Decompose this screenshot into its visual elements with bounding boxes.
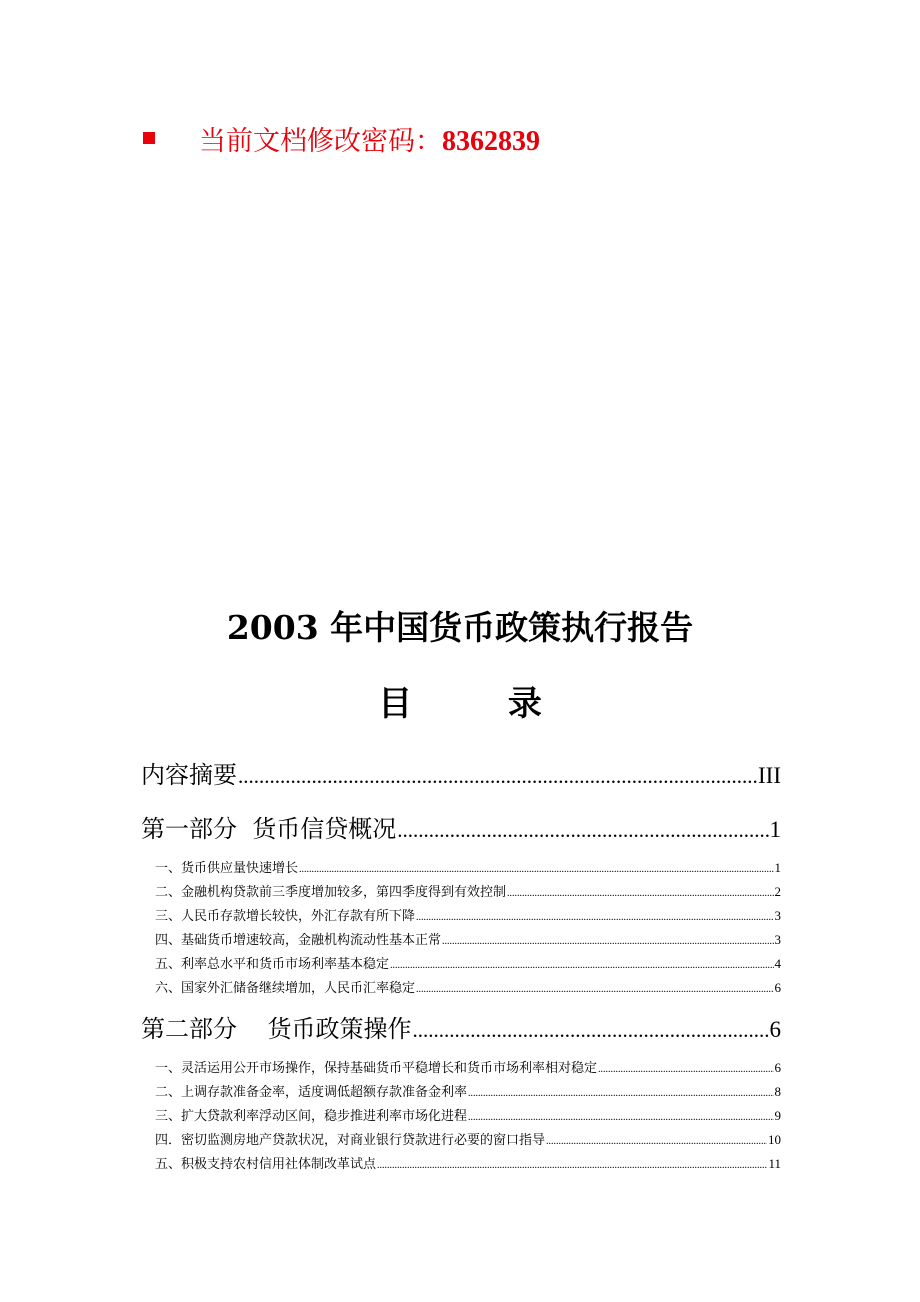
password-notice-text	[199, 119, 540, 158]
toc-page-number: 9	[774, 1108, 781, 1123]
toc-leader-dots	[299, 858, 773, 880]
toc-subentry-label: 二、上调存款准备金率，适度调低超额存款准备金利率	[155, 1085, 468, 1100]
toc-subentry-label: 四．密切监测房地产贷款状况，对商业银行贷款进行必要的窗口指导	[155, 1133, 546, 1148]
table-of-contents	[141, 748, 781, 1176]
toc-leader-dots	[546, 1130, 767, 1152]
toc-leader-dots	[377, 1154, 767, 1176]
document-title: 2003 年中国货币政策执行报告	[226, 608, 694, 647]
toc-page-number: 4	[774, 956, 781, 971]
toc-part1-items	[141, 856, 781, 1000]
toc-leader-dots	[390, 954, 773, 976]
toc-page-number: 8	[774, 1084, 781, 1099]
square-bullet-icon	[143, 132, 155, 144]
toc-heading: 目 录	[378, 684, 584, 724]
toc-entry-label: 第一部分 货币信贷概况	[141, 815, 397, 843]
toc-entry-label: 第二部分 货币政策操作	[141, 1015, 412, 1043]
toc-subentry-label: 三、扩大贷款利率浮动区间，稳步推进利率市场化进程	[155, 1109, 468, 1124]
toc-page-number: III	[758, 763, 781, 788]
toc-leader-dots	[238, 749, 757, 802]
toc-subentry-label: 二、金融机构贷款前三季度增加较多，第四季度得到有效控制	[155, 885, 507, 900]
toc-page-number: 11	[768, 1156, 781, 1171]
toc-subentry[interactable]	[141, 1128, 781, 1152]
toc-leader-dots	[598, 1058, 773, 1080]
toc-subentry-label: 四、基础货币增速较高，金融机构流动性基本正常	[155, 933, 442, 948]
toc-leader-dots	[468, 1082, 773, 1104]
toc-page-number: 6	[774, 980, 781, 995]
toc-page-number: 3	[774, 932, 781, 947]
toc-subentry[interactable]	[141, 880, 781, 904]
toc-subentry[interactable]	[141, 1056, 781, 1080]
toc-subentry-label: 六、国家外汇储备继续增加，人民币汇率稳定	[155, 981, 416, 996]
toc-subentry[interactable]	[141, 1152, 781, 1176]
password-value: 8362839	[442, 125, 540, 157]
toc-subentry-label: 五、积极支持农村信用社体制改革试点	[155, 1157, 377, 1172]
toc-page-number: 2	[774, 884, 781, 899]
toc-leader-dots	[507, 882, 773, 904]
toc-subentry[interactable]	[141, 856, 781, 880]
toc-entry-summary[interactable]	[141, 748, 781, 802]
toc-page-number: 1	[769, 817, 781, 842]
toc-part2-items	[141, 1056, 781, 1176]
toc-subentry-label: 五、利率总水平和货币市场利率基本稳定	[155, 957, 390, 972]
toc-subentry[interactable]	[141, 976, 781, 1000]
toc-page-number: 3	[774, 908, 781, 923]
toc-subentry-label: 三、人民币存款增长较快，外汇存款有所下降	[155, 909, 416, 924]
toc-page-number: 6	[774, 1060, 781, 1075]
toc-subentry-label: 一、货币供应量快速增长	[155, 861, 299, 876]
toc-leader-dots	[442, 930, 773, 952]
toc-page-number: 10	[768, 1132, 781, 1147]
toc-entry-label: 内容摘要	[141, 761, 237, 789]
toc-subentry[interactable]	[141, 1104, 781, 1128]
toc-page-number: 1	[774, 860, 781, 875]
toc-leader-dots	[416, 978, 773, 1000]
toc-subentry[interactable]	[141, 952, 781, 976]
toc-leader-dots	[416, 906, 773, 928]
toc-entry-part1[interactable]	[141, 802, 781, 856]
toc-leader-dots	[468, 1106, 773, 1128]
toc-subentry[interactable]	[141, 1080, 781, 1104]
toc-page-number: 6	[769, 1017, 781, 1042]
toc-subentry[interactable]	[141, 904, 781, 928]
password-label: 当前文档修改密码：	[199, 125, 442, 157]
toc-subentry[interactable]	[141, 928, 781, 952]
toc-entry-part2[interactable]	[141, 1002, 781, 1056]
password-notice	[143, 118, 540, 158]
toc-leader-dots	[413, 1003, 769, 1056]
toc-subentry-label: 一、灵活运用公开市场操作，保持基础货币平稳增长和货币市场利率相对稳定	[155, 1061, 598, 1076]
toc-leader-dots	[397, 803, 768, 856]
